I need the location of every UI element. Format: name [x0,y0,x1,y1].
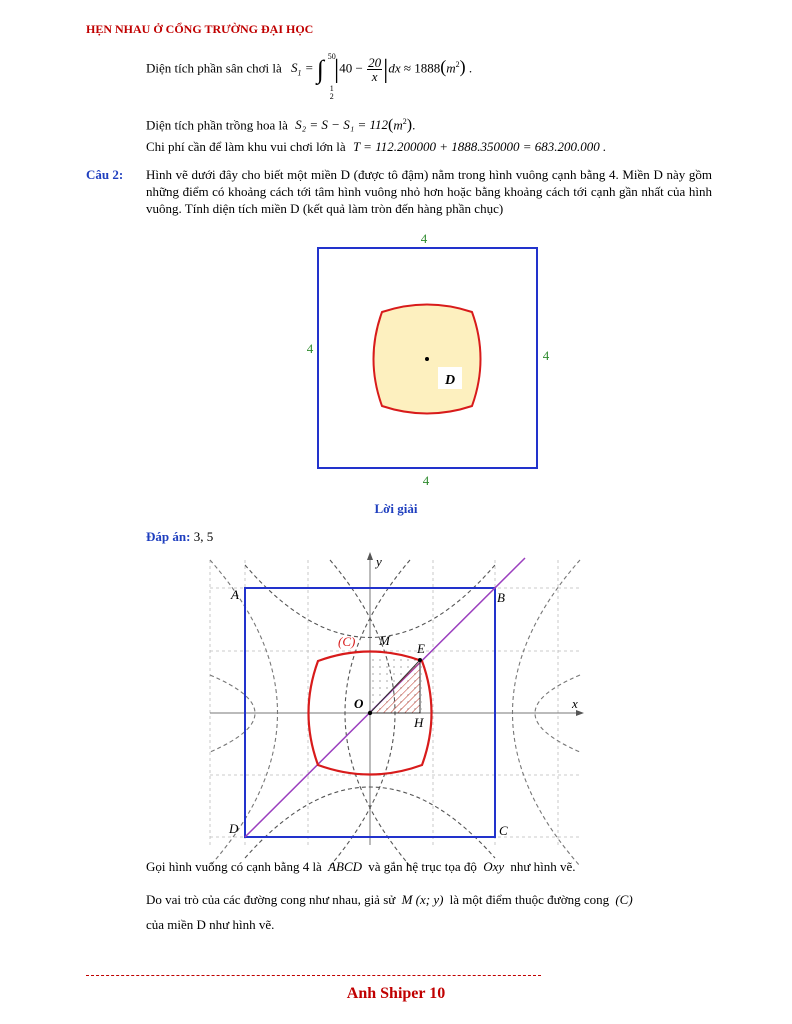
point-e-dot [418,658,422,662]
answer-value: 3, 5 [193,529,214,544]
label-c: C [499,823,508,838]
para-assume: Do vai trò của các đường cong như nhau, giả sử M (x; y) là một điểm thuộc đường cong (C) [146,892,633,907]
line-playground-area: Diện tích phần sân chơi là $S_1$ = ∫ 50 1 2 |40 − $\frac{20}{x}$ $|dx \approx 1888(m^2)$ . [146,56,472,83]
side-label-left: 4 [306,341,314,356]
label-e: E [417,641,425,656]
side-label-bottom: 4 [422,473,430,488]
label-curve: (C) [338,634,356,649]
question-label: Câu 2: [86,167,124,182]
integral-sign: ∫ 50 1 2 [317,61,331,78]
fraction-20-x: $\frac{20}{x}$ [368,55,382,84]
integral-upper: 50 [327,51,336,61]
footer-divider [86,975,541,976]
line1-lhs: $S_1$ = [291,60,314,79]
answer-label: Đáp án: [146,529,191,544]
solution-title: Lời giải [374,501,418,516]
side-label-top: 4 [420,231,428,246]
line1-text: Diện tích phần sân chơi là [146,60,282,76]
label-b: B [497,590,505,605]
label-d: D [229,821,239,836]
label-h: H [414,715,424,730]
label-o: O [354,696,364,711]
line-total-cost: Chi phí cần để làm khu vui chơi lớn là T = 112.200000 + 1888.350000 = 683.200.000 . [146,139,607,154]
label-y-axis: y [376,554,382,569]
question-text: Hình vẽ dưới đây cho biết một miền D (được tô đậm) nằm trong hình vuông cạnh bằng 4. Miền D này gồm những điểm có khoảng cách tới tâm hình vuông nhỏ hơn hoặc bằng khoảng cách tới cạnh gần nhất của hình vuông. Tính diện tích miền D (kết quả làm tròn đến hàng phần chục) [146,167,712,216]
region-label: D [444,373,456,388]
origin-dot [368,711,372,715]
side-label-right: 4 [542,348,550,363]
integral-lower: 1 2 [329,83,334,101]
label-a: A [231,587,239,602]
para-setup: Gọi hình vuông có cạnh bằng 4 là ABCD và gắn hệ trục tọa độ Oxy như hình vẽ. [146,859,576,874]
line-flower-area: Diện tích phần trồng hoa là $S_2 = S - S_1 = 112(m^2)$. [146,116,416,134]
label-x-axis: x [572,696,578,711]
footer-author: Anh Shiper 10 [346,985,446,1002]
page-header: HẸN NHAU Ở CỔNG TRƯỜNG ĐẠI HỌC [86,22,314,36]
label-m: M [379,633,390,648]
para-region: của miền D như hình vẽ. [146,917,275,932]
